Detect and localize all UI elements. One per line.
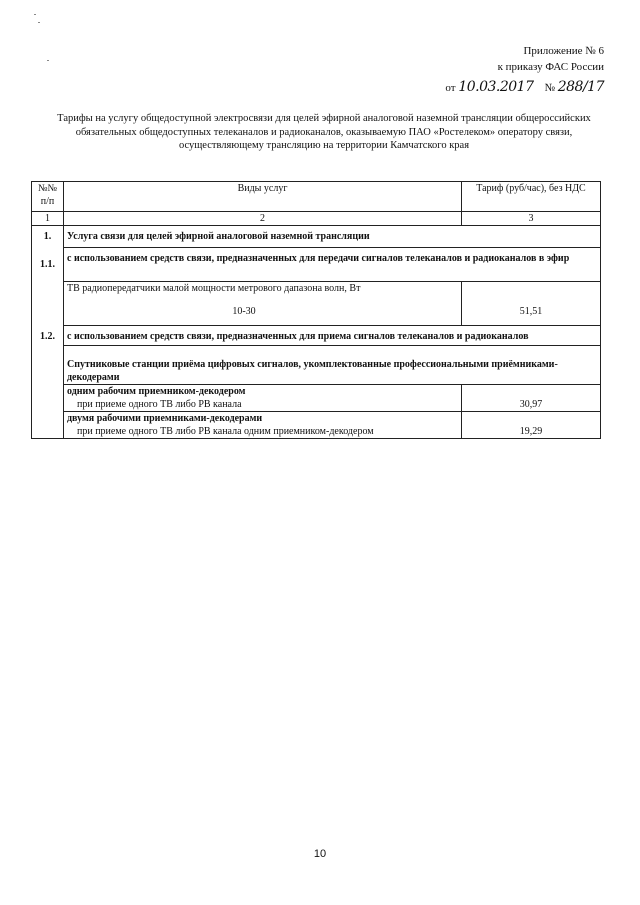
- header-row: [32, 182, 601, 212]
- scan-speck: [38, 22, 40, 23]
- satellite-stations-label: Спутниковые станции приёма цифровых сигналов, укомплектованные профессиональными приёмниками-декодерами: [64, 346, 601, 385]
- tariff-value-decoder-2: 19,29: [462, 412, 601, 439]
- transmitter-range-row: [32, 298, 601, 326]
- satellite-row: [32, 346, 601, 385]
- section-row-1: [32, 226, 601, 248]
- decoder-condition-2: при приеме одного ТВ либо РВ канала одним приемником-декодером: [77, 426, 374, 437]
- col-number-3: 3: [462, 212, 601, 226]
- section-label-1: Услуга связи для целей эфирной аналоговой наземной трансляции: [64, 226, 601, 248]
- handwritten-date: 10.03.2017: [458, 79, 534, 95]
- power-range: 10-30: [64, 298, 462, 326]
- section-num-1-1: 1.1.: [32, 248, 64, 282]
- date-prefix: от: [445, 82, 456, 94]
- section-num-1-2: 1.2.: [32, 326, 64, 346]
- section-num-1: 1.: [32, 226, 64, 248]
- tariff-value-decoder-1: 30,97: [462, 385, 601, 412]
- scan-speck: [47, 60, 49, 61]
- col-header-num: №№ п/п: [32, 182, 64, 212]
- decoder-row-1: [32, 385, 601, 412]
- section-row-1-1: [32, 248, 601, 282]
- page-number: 10: [313, 848, 327, 860]
- empty-cell: [32, 385, 64, 412]
- col-number-2: 2: [64, 212, 462, 226]
- empty-cell: [32, 346, 64, 385]
- transmitter-label: ТВ радиопередатчики малой мощности метрового дапазона волн, Вт: [64, 282, 462, 298]
- empty-cell: [462, 282, 601, 298]
- order-reference: к приказу ФАС России: [497, 61, 604, 73]
- decoder-condition-1: при приеме одного ТВ либо РВ канала: [77, 399, 242, 410]
- tariff-value-transmitter: 51,51: [462, 298, 601, 326]
- decoder-label-2: [64, 412, 462, 439]
- decoder-label-1: [64, 385, 462, 412]
- col-number-1: 1: [32, 212, 64, 226]
- appendix-label: Приложение № 6: [523, 45, 604, 57]
- section-label-1-2: с использованием средств связи, предназначенных для приема сигналов телеканалов и радиоканалов: [64, 326, 601, 346]
- document-title: Тарифы на услугу общедоступной электросвязи для целей эфирной аналоговой наземной трансляции общероссийских обязательных общедоступных телеканалов и радиоканалов, оказываемую ПАО «Ростелеком» оператору связи, осуществляющему трансляцию на территории Камчатского края: [57, 113, 591, 151]
- number-prefix: №: [544, 82, 555, 94]
- empty-cell: [32, 282, 64, 298]
- col-header-tariff: Тариф (руб/час), без НДС: [462, 182, 601, 212]
- scan-speck: [34, 14, 36, 15]
- transmitter-row: [32, 282, 601, 298]
- col-header-services: Виды услуг: [64, 182, 462, 212]
- decoder-count-label-1: одним рабочим приемником-декодером: [67, 386, 246, 397]
- order-date-number: [445, 80, 604, 96]
- column-number-row: [32, 212, 601, 226]
- section-label-1-1: с использованием средств связи, предназначенных для передачи сигналов телеканалов и радиоканалов в эфир: [64, 248, 601, 282]
- section-row-1-2: [32, 326, 601, 346]
- tariff-table: [31, 181, 601, 439]
- empty-cell: [32, 412, 64, 439]
- empty-cell: [32, 298, 64, 326]
- decoder-row-2: [32, 412, 601, 439]
- handwritten-number: 288/17: [557, 79, 604, 95]
- decoder-count-label-2: двумя рабочими приемниками-декодерами: [67, 413, 263, 424]
